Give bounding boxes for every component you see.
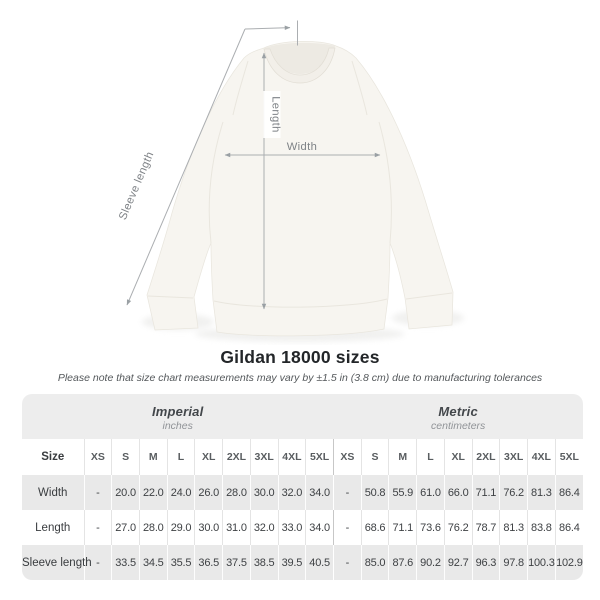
column-header-row	[22, 439, 583, 475]
cell-length-metric-4xl: 83.8	[528, 510, 556, 545]
col-header-imperial-xl: XL	[195, 439, 223, 475]
cell-width-metric-2xl: 71.1	[472, 475, 500, 510]
cell-width-imperial-s: 20.0	[112, 475, 140, 510]
col-header-metric-xl: XL	[444, 439, 472, 475]
cell-length-metric-3xl: 81.3	[500, 510, 528, 545]
cell-sleeve-length-metric-m: 87.6	[389, 545, 417, 580]
col-header-metric-4xl: 4XL	[528, 439, 556, 475]
cell-width-imperial-xs: -	[84, 475, 112, 510]
col-header-imperial-l: L	[167, 439, 195, 475]
cell-width-imperial-m: 22.0	[139, 475, 167, 510]
cell-width-metric-xs: -	[333, 475, 361, 510]
cell-width-metric-3xl: 76.2	[500, 475, 528, 510]
cell-width-metric-l: 61.0	[417, 475, 445, 510]
sweatshirt-graphic	[147, 41, 453, 336]
col-header-metric-s: S	[361, 439, 389, 475]
cell-width-metric-xl: 66.0	[444, 475, 472, 510]
imperial-group-header	[22, 394, 333, 439]
cell-sleeve-length-metric-s: 85.0	[361, 545, 389, 580]
cell-length-metric-l: 73.6	[417, 510, 445, 545]
col-header-metric-2xl: 2XL	[472, 439, 500, 475]
unit-group-header-row	[22, 394, 583, 439]
col-header-imperial-m: M	[139, 439, 167, 475]
cell-sleeve-length-metric-2xl: 96.3	[472, 545, 500, 580]
cell-sleeve-length-imperial-m: 34.5	[139, 545, 167, 580]
cell-sleeve-length-imperial-3xl: 38.5	[250, 545, 278, 580]
metric-group-header	[333, 394, 583, 439]
col-header-imperial-2xl: 2XL	[223, 439, 251, 475]
row-length	[22, 510, 583, 545]
cell-length-metric-2xl: 78.7	[472, 510, 500, 545]
col-header-metric-m: M	[389, 439, 417, 475]
cell-length-imperial-2xl: 31.0	[223, 510, 251, 545]
cell-length-imperial-xl: 30.0	[195, 510, 223, 545]
cell-length-imperial-xs: -	[84, 510, 112, 545]
size-table	[22, 439, 583, 580]
cell-sleeve-length-imperial-5xl: 40.5	[306, 545, 334, 580]
metric-group-title: Metric	[438, 403, 478, 419]
col-header-imperial-5xl: 5XL	[306, 439, 334, 475]
col-header-imperial-4xl: 4XL	[278, 439, 306, 475]
page-title: Gildan 18000 sizes	[220, 347, 380, 367]
sleeve-length-label: Sleeve length	[116, 149, 157, 222]
cell-sleeve-length-imperial-xl: 36.5	[195, 545, 223, 580]
col-header-metric-l: L	[417, 439, 445, 475]
col-header-imperial-s: S	[112, 439, 140, 475]
row-label-sleeve-length: Sleeve length	[22, 556, 92, 569]
cell-length-metric-m: 71.1	[389, 510, 417, 545]
cell-sleeve-length-imperial-4xl: 39.5	[278, 545, 306, 580]
cell-width-imperial-l: 24.0	[167, 475, 195, 510]
size-chart-card	[22, 394, 583, 580]
sleeve-measurement-offset-line	[245, 28, 290, 29]
cell-length-metric-xs: -	[333, 510, 361, 545]
cell-sleeve-length-imperial-l: 35.5	[167, 545, 195, 580]
cell-length-metric-s: 68.6	[361, 510, 389, 545]
row-sleeve-length	[22, 545, 583, 580]
cell-length-metric-xl: 76.2	[444, 510, 472, 545]
tolerance-note: Please note that size chart measurements may vary by ±1.5 in (3.8 cm) due to manufacturing tolerances	[57, 372, 543, 384]
cell-sleeve-length-metric-l: 90.2	[417, 545, 445, 580]
cell-sleeve-length-metric-xs: -	[333, 545, 361, 580]
cell-width-metric-4xl: 81.3	[528, 475, 556, 510]
cell-length-imperial-l: 29.0	[167, 510, 195, 545]
cell-length-imperial-m: 28.0	[139, 510, 167, 545]
cell-length-imperial-s: 27.0	[112, 510, 140, 545]
cell-length-imperial-4xl: 33.0	[278, 510, 306, 545]
cell-sleeve-length-metric-4xl: 100.3	[528, 545, 556, 580]
imperial-group-title: Imperial	[151, 403, 204, 419]
cell-sleeve-length-metric-3xl: 97.8	[500, 545, 528, 580]
width-label: Width	[286, 141, 318, 153]
cell-sleeve-length-imperial-2xl: 37.5	[223, 545, 251, 580]
cell-length-imperial-3xl: 32.0	[250, 510, 278, 545]
col-header-metric-5xl: 5XL	[555, 439, 583, 475]
cell-width-metric-s: 50.8	[361, 475, 389, 510]
cell-sleeve-length-metric-xl: 92.7	[444, 545, 472, 580]
col-header-metric-xs: XS	[333, 439, 361, 475]
cell-sleeve-length-imperial-xs: -	[84, 545, 112, 580]
metric-group-subtitle: centimeters	[431, 419, 486, 432]
col-header-imperial-3xl: 3XL	[250, 439, 278, 475]
row-label-length: Length	[35, 521, 71, 534]
cell-width-metric-5xl: 86.4	[555, 475, 583, 510]
cell-length-imperial-5xl: 34.0	[306, 510, 334, 545]
cell-width-imperial-4xl: 32.0	[278, 475, 306, 510]
row-label-width: Width	[38, 486, 68, 499]
length-label: Length	[269, 96, 282, 133]
cell-width-imperial-3xl: 30.0	[250, 475, 278, 510]
size-column-header: Size	[41, 451, 65, 463]
cell-width-imperial-xl: 26.0	[195, 475, 223, 510]
cell-width-metric-m: 55.9	[389, 475, 417, 510]
cell-width-imperial-5xl: 34.0	[306, 475, 334, 510]
row-width	[22, 475, 583, 510]
col-header-imperial-xs: XS	[84, 439, 112, 475]
cell-sleeve-length-metric-5xl: 102.9	[555, 545, 583, 580]
cell-length-metric-5xl: 86.4	[555, 510, 583, 545]
imperial-group-subtitle: inches	[162, 419, 193, 432]
cell-sleeve-length-imperial-s: 33.5	[112, 545, 140, 580]
cell-width-imperial-2xl: 28.0	[223, 475, 251, 510]
col-header-metric-3xl: 3XL	[500, 439, 528, 475]
